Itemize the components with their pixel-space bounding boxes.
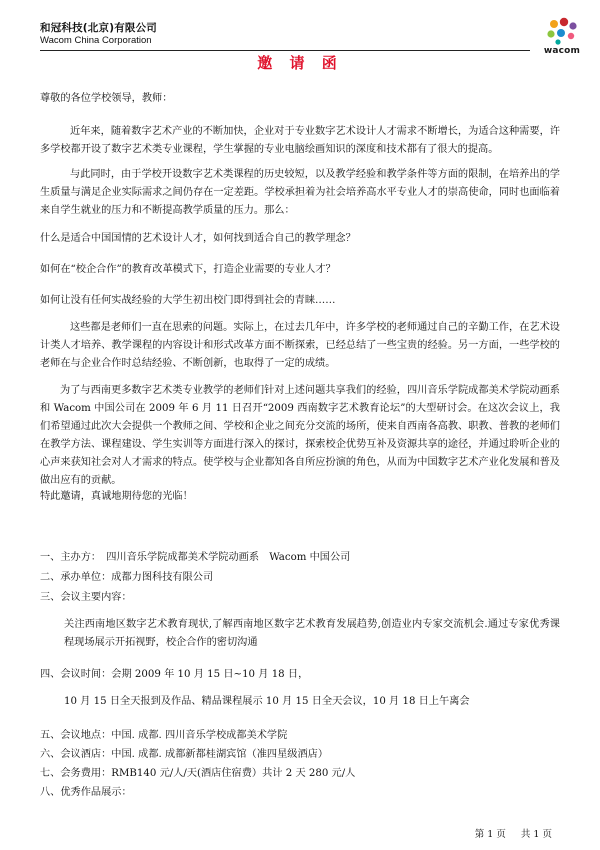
paragraph-2: 与此同时，由于学校开设数字艺术类课程的历史较短，以及教学经验和教学条件等方面的限制，在培养出的学生质量与满足企业实际需求之间仍存在一定差距。学校承担着为社会培养高水平专业人才的崇高使命，同时也面临着来自学生就业的压力和不断提高教学质量的压力。那么：: [40, 169, 560, 216]
salutation: 尊敬的各位学校领导，教师：: [40, 93, 173, 104]
question-3: 如何让没有任何实战经验的大学生初出校门即得到社会的青睐……: [40, 295, 336, 306]
detail-venue: 五、会议地点：中国. 成都. 四川音乐学校成都美术学院: [40, 730, 288, 741]
detail-showcase: 八、优秀作品展示：: [40, 787, 132, 798]
page-footer: [463, 826, 552, 840]
company-name-en: Wacom China Corporation: [40, 35, 152, 46]
closing-line: 特此邀请，真诚地期待您的光临！: [40, 491, 193, 502]
detail-content-text: 关注西南地区数字艺术教育现状,了解西南地区数字艺术教育发展趋势,创造业内专家交流机会.通过专家优秀课程现场展示开拓视野，校企合作的密切沟通: [64, 619, 560, 648]
detail-content-heading: 三、会议主要内容：: [40, 592, 132, 603]
document-title: 邀 请 函: [257, 54, 343, 72]
question-2: 如何在“校企合作”的教育改革模式下，打造企业需要的专业人才？: [40, 264, 336, 275]
detail-undertaker: 二、承办单位：成都力图科技有限公司: [40, 572, 214, 583]
wacom-logo-icon: [538, 16, 586, 46]
paragraph-3: 这些都是老师们一直在思索的问题。实际上，在过去几年中，许多学校的老师通过自己的辛勤工作，在艺术设计类人才培养、教学课程的内容设计和形式改革方面不断探索，已经总结了一些宝贵的经验。另一方面，一些学校的老师在与企业合作时总结经验、不断创新，也取得了一定的成绩。: [40, 322, 560, 369]
question-1: 什么是适合中国国情的艺术设计人才，如何找到适合自己的教学理念？: [40, 233, 356, 244]
header-divider: [40, 50, 530, 51]
page-total: 共 1 页: [520, 829, 552, 840]
detail-organizer: 一、主办方： 四川音乐学院成都美术学院动画系 Wacom 中国公司: [40, 552, 351, 563]
company-name-cn: 和冠科技(北京)有限公司: [40, 22, 157, 34]
detail-hotel: 六、会议酒店：中国. 成都. 成都新都桂湖宾馆（准四星级酒店）: [40, 749, 329, 760]
detail-schedule: 10 月 15 日全天报到及作品、精品课程展示 10 月 15 日全天会议，10 月 18 日上午离会: [64, 696, 470, 707]
paragraph-1: 近年来，随着数字艺术产业的不断加快，企业对于专业数字艺术设计人才需求不断增长，为适合这种需要，许多学校都开设了数字艺术类专业课程，学生掌握的专业电脑绘画知识的深度和技术都有了很大的提高。: [40, 126, 560, 155]
paragraph-4: 为了与西南更多数字艺术类专业教学的老师们针对上述问题共享我们的经验，四川音乐学院成都美术学院动画系和 Wacom 中国公司在 2009 年 6 月 11 日召开“2009 西南数字艺术教育论坛”的大型研讨会。在这次会议上，我们希望通过此次大会提供一个教师之间、学校和企业之间充分交流的场所，使来自西南各高教、职教、普教的老师们在教学方法、课程建设、学生实训等方面进行深入的探讨，探索校企优势互补及资源共享的途径，并通过聆听企业的心声来获知社会对人才需求的特点。使学校与企业都知各自所应扮演的角色，从而为中国数字艺术产业化发展和普及做出应有的贡献。: [40, 385, 560, 486]
detail-time: 四、会议时间：会期 2009 年 10 月 15 日~10 月 18 日，: [40, 669, 309, 680]
page-number: 第 1 页: [474, 829, 506, 840]
detail-fee: 七、会务费用：RMB140 元/人/天(酒店住宿费）共计 2 天 280 元/人: [40, 768, 356, 779]
wacom-logo-text: wacom: [543, 46, 581, 56]
